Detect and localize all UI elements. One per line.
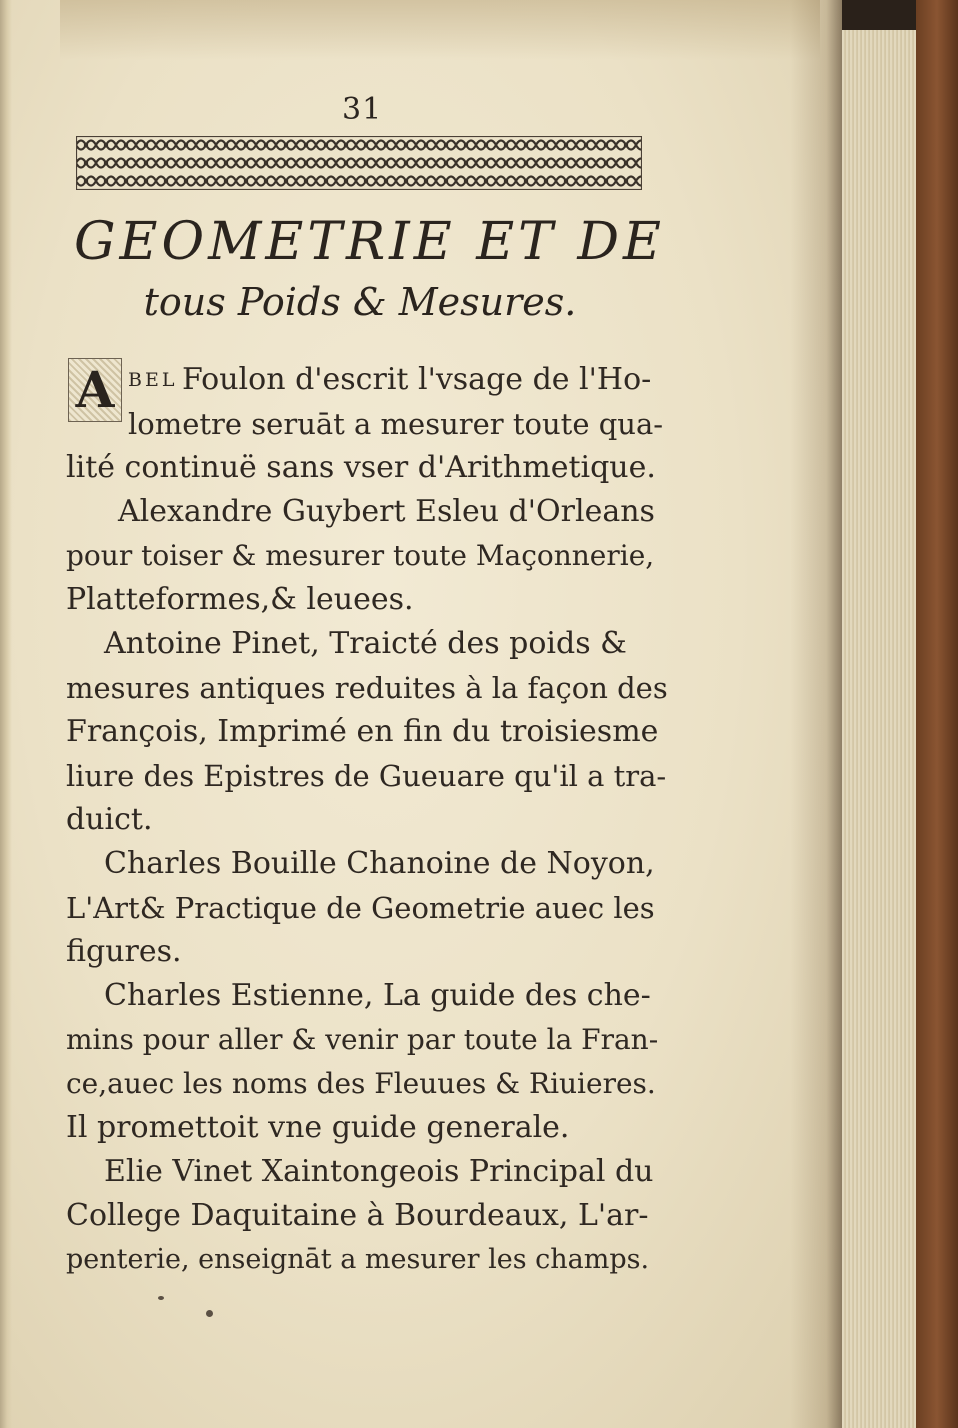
text-line: figures. [66,934,182,969]
drop-cap-letter: A [75,360,115,419]
ink-speck [158,1296,164,1300]
text-line: liure des Epistres de Gueuare qu'il a tra- [66,759,667,793]
text-line: Elie Vinet Xaintongeois Principal du [104,1154,654,1189]
text-line: Charles Estienne, La guide des che- [104,978,651,1013]
text-line: Foulon d'escrit l'vsage de l'Ho- [182,362,652,397]
text-line: ce,auec les noms des Fleuues & Riuieres. [66,1067,656,1100]
left-page-edge [0,0,12,1428]
text-line: duict. [66,802,153,837]
text-line: Charles Bouille Chanoine de Noyon, [104,846,655,881]
text-line: mesures antiques reduites à la façon des [66,671,668,705]
text-line: lité continuë sans vser d'Arithmetique. [66,450,656,485]
text-line: Antoine Pinet, Traicté des poids & [104,626,627,661]
text-line: College Daquitaine à Bourdeaux, L'ar- [66,1198,649,1233]
text-line: Il promettoit vne guide generale. [66,1110,570,1145]
chapter-title: GEOMETRIE ET DE [74,212,666,272]
text-line: penterie, enseignāt a mesurer les champs. [66,1244,650,1275]
small-caps-lead: BEL [128,369,178,391]
ink-speck [206,1310,213,1317]
text-line: Platteformes,& leuees. [66,582,414,617]
page-number: 31 [342,92,383,127]
text-line: lometre seruāt a mesurer toute qua- [128,407,664,441]
text-line: Alexandre Guybert Esleu d'Orleans [118,494,655,529]
leather-cover-edge [916,0,958,1428]
text-line: mins pour aller & venir par toute la Fran- [66,1023,659,1056]
headpiece-ornament [76,136,642,190]
fore-edge-pages [842,30,916,1428]
top-stain [60,0,820,60]
chapter-subtitle: tous Poids & Mesures. [143,280,577,324]
drop-cap [68,358,122,422]
text-line: François, Imprimé en fin du troisiesme [66,714,659,749]
page-shadow [790,0,842,1428]
text-line: pour toiser & mesurer toute Maçonnerie, [66,539,655,572]
text-line: L'Art& Practique de Geometrie auec les [66,891,655,925]
